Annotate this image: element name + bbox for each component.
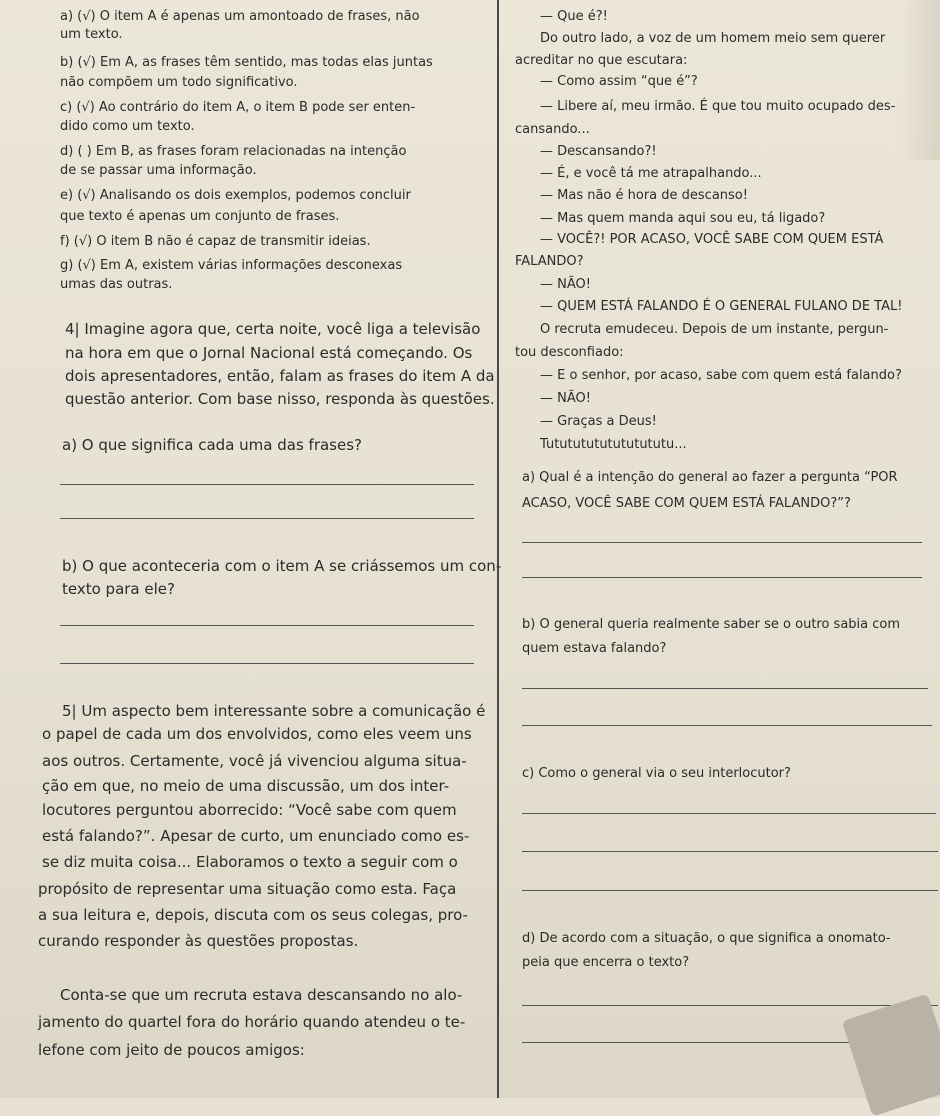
answer-line[interactable] [522, 688, 928, 689]
question-d-line: peia que encerra o texto? [522, 955, 690, 970]
question-5-line: propósito de representar uma situação como esta. Faça [38, 880, 457, 898]
left-line: g) (√) Em A, existem várias informações desconexas [60, 258, 403, 273]
dialogue-line: acreditar no que escutara: [515, 53, 688, 68]
question-d-line: d) De acordo com a situação, o que significa a onomato- [522, 931, 891, 946]
dialogue-line: — Graças a Deus! [540, 414, 657, 429]
left-line: dido como um texto. [60, 119, 195, 134]
answer-line[interactable] [60, 663, 474, 664]
question-5-line: se diz muita coisa... Elaboramos o texto a seguir com o [42, 853, 458, 871]
story-line: jamento do quartel fora do horário quando atendeu o te- [38, 1013, 466, 1031]
dialogue-line: — Que é?! [540, 9, 608, 24]
story-line: lefone com jeito de poucos amigos: [38, 1041, 305, 1059]
question-5-line: curando responder às questões propostas. [38, 932, 359, 950]
left-line: de se passar uma informação. [60, 163, 257, 178]
answer-line[interactable] [522, 890, 938, 891]
answer-line[interactable] [522, 725, 932, 726]
answer-line[interactable] [60, 625, 474, 626]
question-4-line: dois apresentadores, então, falam as frases do item A da [65, 367, 495, 385]
story-line: Conta-se que um recruta estava descansando no alo- [60, 986, 463, 1004]
left-line: a) (√) O item A é apenas um amontoado de frases, não [60, 9, 420, 24]
question-4a: a) O que significa cada uma das frases? [62, 436, 362, 454]
dialogue-line: — VOCÊ?! POR ACASO, VOCÊ SABE COM QUEM ESTÁ [540, 232, 884, 247]
question-5-line: locutores perguntou aborrecido: “Você sabe com quem [42, 801, 457, 819]
page-edge-shadow [900, 0, 940, 160]
question-4b-line: texto para ele? [62, 580, 175, 598]
question-5-line: a sua leitura e, depois, discuta com os seus colegas, pro- [38, 906, 468, 924]
dialogue-line: — Mas não é hora de descanso! [540, 188, 748, 203]
left-line: e) (√) Analisando os dois exemplos, podemos concluir [60, 188, 411, 203]
answer-line[interactable] [522, 1042, 862, 1043]
dialogue-line: — Como assim “que é”? [540, 74, 698, 89]
dialogue-line: Do outro lado, a voz de um homem meio sem querer [540, 31, 886, 46]
question-4-line: 4| Imagine agora que, certa noite, você liga a televisão [65, 320, 481, 338]
left-line: d) ( ) Em B, as frases foram relacionadas na intenção [60, 144, 407, 159]
question-a-line: ACASO, VOCÊ SABE COM QUEM ESTÁ FALANDO?”? [522, 496, 851, 511]
answer-line[interactable] [60, 518, 474, 519]
dialogue-line: — E o senhor, por acaso, sabe com quem está falando? [540, 368, 902, 383]
question-4-line: na hora em que o Jornal Nacional está começando. Os [65, 344, 473, 362]
dialogue-line: — É, e você tá me atrapalhando... [540, 166, 762, 181]
answer-line[interactable] [60, 484, 474, 485]
left-line: umas das outras. [60, 277, 173, 292]
dialogue-line: — Descansando?! [540, 144, 657, 159]
dialogue-line: — Mas quem manda aqui sou eu, tá ligado? [540, 211, 826, 226]
answer-line[interactable] [522, 1005, 938, 1006]
question-b-line: quem estava falando? [522, 641, 667, 656]
answer-line[interactable] [522, 813, 936, 814]
answer-line[interactable] [522, 542, 922, 543]
question-b-line: b) O general queria realmente saber se o outro sabia com [522, 617, 901, 632]
dialogue-line: — NÃO! [540, 277, 591, 292]
question-5-line: ção em que, no meio de uma discussão, um dos inter- [42, 777, 450, 795]
dialogue-line: — NÃO! [540, 391, 591, 406]
dialogue-line: O recruta emudeceu. Depois de um instante, pergun- [540, 322, 889, 337]
left-line: c) (√) Ao contrário do item A, o item B pode ser enten- [60, 100, 416, 115]
question-5-line: está falando?”. Apesar de curto, um enunciado como es- [42, 827, 470, 845]
dialogue-line: tou desconfiado: [515, 345, 624, 360]
column-divider [497, 0, 499, 1098]
left-line: f) (√) O item B não é capaz de transmitir ideias. [60, 234, 371, 249]
question-a-line: a) Qual é a intenção do general ao fazer a pergunta “POR [522, 470, 898, 485]
left-line: um texto. [60, 27, 123, 42]
question-c: c) Como o general via o seu interlocutor? [522, 766, 791, 781]
dialogue-line: cansando... [515, 122, 590, 137]
question-4b-line: b) O que aconteceria com o item A se criássemos um con- [62, 557, 502, 575]
onomatopoeia-line: Tutututututututututu... [540, 437, 687, 452]
question-5-line: o papel de cada um dos envolvidos, como eles veem uns [42, 725, 472, 743]
dialogue-line: — QUEM ESTÁ FALANDO É O GENERAL FULANO DE TAL! [540, 299, 903, 314]
answer-line[interactable] [522, 851, 938, 852]
left-line: não compõem um todo significativo. [60, 75, 298, 90]
dialogue-line: FALANDO? [515, 254, 584, 269]
question-5-line: aos outros. Certamente, você já vivenciou alguma situa- [42, 752, 467, 770]
left-line: que texto é apenas um conjunto de frases. [60, 209, 340, 224]
dialogue-line: — Libere aí, meu irmão. É que tou muito ocupado des- [540, 99, 896, 114]
question-4-line: questão anterior. Com base nisso, responda às questões. [65, 390, 495, 408]
answer-line[interactable] [522, 577, 922, 578]
left-line: b) (√) Em A, as frases têm sentido, mas todas elas juntas [60, 55, 433, 70]
question-5-line: 5| Um aspecto bem interessante sobre a comunicação é [62, 702, 486, 720]
